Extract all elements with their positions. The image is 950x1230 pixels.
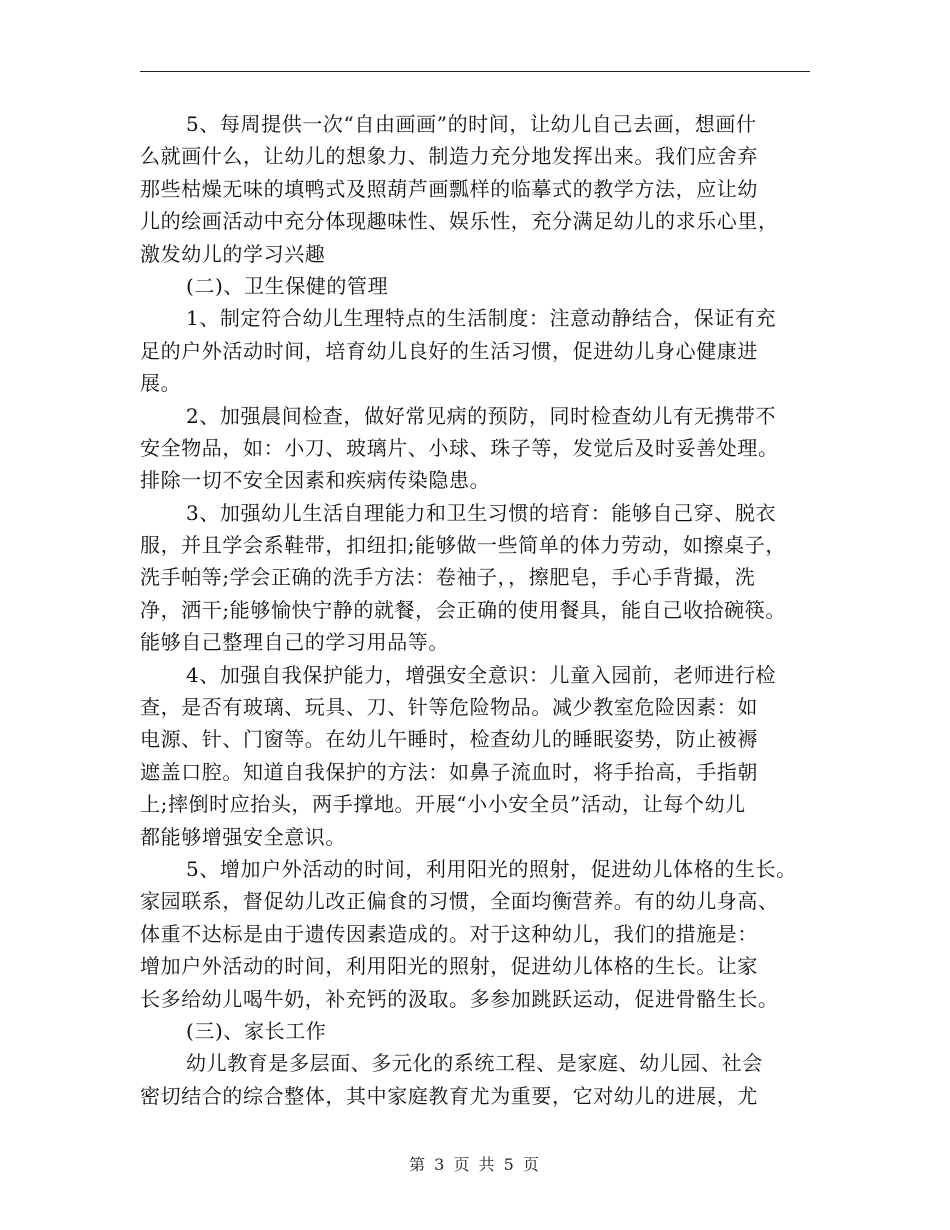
text-line: 洗手帕等;学会正确的洗手方法：卷袖子，，擦肥皂，手心手背撮，洗 xyxy=(140,565,756,590)
text-line: 电源、针、门窗等。在幼儿午睡时，检查幼儿的睡眠姿势，防止被褥 xyxy=(140,727,758,752)
page-footer: 第 3 页 共 5 页 xyxy=(409,1155,541,1174)
text-line: 能够自己整理自己的学习用品等。 xyxy=(140,630,449,655)
text-line: 2、加强晨间检查，做好常见病的预防，同时检查幼儿有无携带不 xyxy=(186,403,777,428)
text-line: 那些枯燥无味的填鸭式及照葫芦画瓢样的临摹式的教学方法，应让幼 xyxy=(140,176,758,201)
text-line: 展。 xyxy=(140,371,182,396)
text-line: 安全物品，如：小刀、玻璃片、小球、珠子等，发觉后及时妥善处理。 xyxy=(140,435,779,460)
text-line: 查，是否有玻璃、玩具、刀、针等危险物品。减少教室危险因素：如 xyxy=(140,695,758,720)
text-line: 1、制定符合幼儿生理特点的生活制度：注意动静结合，保证有充 xyxy=(186,306,777,331)
text-line: 服，并且学会系鞋带，扣纽扣;能够做一些简单的体力劳动，如擦桌子， xyxy=(140,533,786,558)
text-line: 长多给幼儿喝牛奶，补充钙的汲取。多参加跳跃运动，促进骨骼生长。 xyxy=(140,986,779,1011)
text-line: (二)、卫生保健的管理 xyxy=(186,273,389,298)
text-line: 儿的绘画活动中充分体现趣味性、娱乐性，充分满足幼儿的求乐心里， xyxy=(140,209,779,234)
text-line: 3、加强幼儿生活自理能力和卫生习惯的培育：能够自己穿、脱衣 xyxy=(186,500,777,525)
text-line: 家园联系，督促幼儿改正偏食的习惯，全面均衡营养。有的幼儿身高、 xyxy=(140,889,779,914)
text-line: 净，洒干;能够愉快宁静的就餐，会正确的使用餐具，能自己收拾碗筷。 xyxy=(140,597,786,622)
text-line: 上;摔倒时应抬头，两手撑地。开展“小小安全员”活动，让每个幼儿 xyxy=(140,792,746,817)
text-line: (三)、家长工作 xyxy=(186,1018,327,1043)
text-line: 么就画什么，让幼儿的想象力、制造力充分地发挥出来。我们应舍弃 xyxy=(140,144,758,169)
text-line: 4、加强自我保护能力，增强安全意识：儿童入园前，老师进行检 xyxy=(186,662,777,687)
text-line: 排除一切不安全因素和疾病传染隐患。 xyxy=(140,468,491,493)
text-line: 都能够增强安全意识。 xyxy=(140,824,346,849)
header-rule xyxy=(140,71,810,72)
text-line: 激发幼儿的学习兴趣 xyxy=(140,241,326,266)
document-body xyxy=(140,108,830,1112)
text-line: 密切结合的综合整体，其中家庭教育尤为重要，它对幼儿的进展，尤 xyxy=(140,1083,758,1108)
text-line: 5、每周提供一次“自由画画”的时间，让幼儿自己去画，想画什 xyxy=(186,112,757,136)
text-line: 体重不达标是由于遗传因素造成的。对于这种幼儿，我们的措施是： xyxy=(140,921,758,946)
text-line: 足的户外活动时间，培育幼儿良好的生活习惯，促进幼儿身心健康进 xyxy=(140,338,758,363)
text-line: 幼儿教育是多层面、多元化的系统工程、是家庭、幼儿园、社会 xyxy=(186,1051,763,1076)
text-line: 增加户外活动的时间，利用阳光的照射，促进幼儿体格的生长。让家 xyxy=(140,954,758,979)
text-line: 5、增加户外活动的时间，利用阳光的照射，促进幼儿体格的生长。 xyxy=(186,856,797,881)
text-line: 遮盖口腔。知道自我保护的方法：如鼻子流血时，将手抬高，手指朝 xyxy=(140,759,758,784)
